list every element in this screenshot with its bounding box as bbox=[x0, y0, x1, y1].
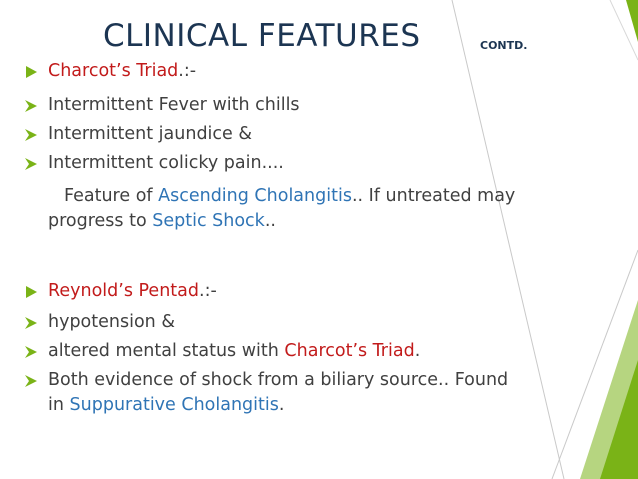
reynold-item: Both evidence of shock from a biliary source.. Found bbox=[48, 370, 509, 390]
filled-triangle-icon bbox=[24, 285, 38, 299]
charcot-item: Intermittent Fever with chills bbox=[48, 95, 300, 115]
item-text: . bbox=[414, 341, 421, 361]
filled-triangle-icon bbox=[24, 65, 38, 79]
reynold-heading bbox=[48, 281, 217, 302]
charcot-note-line2 bbox=[48, 211, 276, 232]
charcot-heading bbox=[48, 61, 196, 82]
arrow-chevron-icon bbox=[24, 128, 38, 142]
reynold-item: hypotension & bbox=[48, 312, 175, 332]
arrow-chevron-icon bbox=[24, 316, 38, 330]
reynold-item bbox=[48, 341, 420, 362]
note-highlight: Septic Shock bbox=[152, 211, 265, 231]
arrow-chevron-icon bbox=[24, 99, 38, 113]
note-text: .. If untreated may bbox=[351, 186, 516, 206]
slide-title: CLINICAL FEATURES bbox=[103, 18, 421, 54]
arrow-chevron-icon bbox=[24, 157, 38, 171]
charcot-note-line1 bbox=[64, 186, 515, 207]
item-text: altered mental status with bbox=[48, 341, 285, 361]
item-highlight: Suppurative Cholangitis bbox=[69, 395, 279, 415]
arrow-chevron-icon bbox=[24, 374, 38, 388]
reynold-heading-text: Reynold’s Pentad bbox=[48, 281, 199, 301]
charcot-item: Intermittent colicky pain.... bbox=[48, 153, 284, 173]
charcot-heading-text: Charcot’s Triad bbox=[48, 61, 179, 81]
reynold-heading-suffix: .:- bbox=[199, 281, 217, 301]
item-highlight: Charcot’s Triad bbox=[284, 341, 415, 361]
green-facet-top bbox=[626, 0, 638, 42]
note-highlight: Ascending Cholangitis bbox=[158, 186, 352, 206]
note-text: .. bbox=[264, 211, 276, 231]
note-text: progress to bbox=[48, 211, 153, 231]
arrow-chevron-icon bbox=[24, 345, 38, 359]
charcot-item: Intermittent jaundice & bbox=[48, 124, 253, 144]
reynold-item-continued bbox=[48, 395, 284, 416]
item-text: . bbox=[278, 395, 285, 415]
charcot-heading-suffix: .:- bbox=[178, 61, 197, 81]
note-text: Feature of bbox=[64, 186, 159, 206]
contd-label: CONTD. bbox=[480, 39, 528, 52]
item-text: in bbox=[48, 395, 70, 415]
